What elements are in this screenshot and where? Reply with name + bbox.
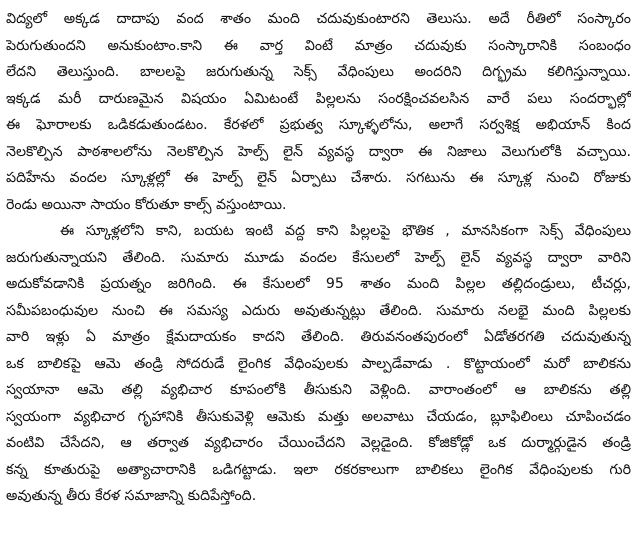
text-line: విద్యలో అక్కడ దాదాపు వంద శాతం మంది చదువుకుంటారని తెలుసు. అదే రీతిలో సంస్కారం bbox=[6, 11, 631, 27]
text-line: కన్న కూతురుపై అత్యాచారానికి ఒడిగట్టాడు. ఇలా రకరకాలుగా బాలికలు లైంగిక వేధింపులకు గురి bbox=[6, 461, 631, 478]
text-line: సమీపబంధువుల నుంచి ఈ సమస్య ఎదురు అవుతున్నట్లు తేలింది. సుమారు నలభై మంది పిల్లలకు bbox=[6, 302, 631, 319]
text-line: ఇక్కడ మరీ దారుణమైన విషయం ఏమిటంటే పిల్లలను సంరక్షించవలసిన వారే పలు సందర్భాల్లో bbox=[6, 90, 631, 107]
text-line: వంటివి చేసేదని, ఆ తర్వాత వ్యభిచారం చేయించేదని వెల్లడైంది. కోజికోడ్లో ఒక దుర్మార్గుడైన తండ్రి bbox=[6, 435, 631, 451]
text-line: ఈ స్కూళ్లలోని కాని, బయట ఇంటి వద్ద కాని పిల్లలపై భౌతిక , మానసికంగా సెక్స్ వేధింపులు bbox=[60, 223, 631, 239]
text-line: జరుగుతున్నాయని తేలింది. సుమారు మూడు వందల కేసులలో హెల్ప్ లైన్ వ్యవస్థ ద్వారా వారిని bbox=[6, 249, 631, 266]
text-line: లేదని తెలుస్తుంది. బాలలపై జరుగుతున్న సెక్స్ వేధింపులు అందరిని దిగ్భ్రమ కలిగిస్తున్నాయి. bbox=[6, 64, 631, 80]
text-line: పదిహేను వందల స్కూళ్లల్లో ఈ హెల్ప్ లైన్ ఏర్పాటు చేశారు. సగటును ఈ స్కూళ్ల నుంచి రోజుకు bbox=[6, 170, 631, 186]
text-line: అదుకోవడానికి ప్రయత్నం జరిగింది. ఈ కేసులలో 95 శాతం మంది పిల్లల తల్లిదండ్రులు, టీచర్లు, bbox=[6, 276, 631, 292]
text-line: నెలకొల్పిన పాఠశాలలోను నెలకొల్పిన హెల్ప్ లైన్ వ్యవస్థ ద్వారా ఈ నిజాలు వెలుగులోకి వచ్చాయి. bbox=[6, 143, 631, 160]
text-line: ఒక బాలికపై ఆమె తండ్రి సోదరుడే లైంగిక వేధింపులకు పాల్పడేవాడు . కొట్టాయంలో మరో బాలికను bbox=[6, 355, 631, 372]
text-line: పెరుగుతుందని అనుకుంటాం.కాని ఈ వార్త వింటే మాత్రం చదువుకు సంస్కారానికి సంబంధం bbox=[6, 37, 631, 54]
text-line: వారి ఇళ్లు ఏ మాత్రం క్షేమదాయకం కాదని తేలింది. తిరువనంతపురంలో ఏడోతరగతి చదువుతున్న bbox=[6, 329, 631, 345]
paragraph-2 bbox=[6, 218, 631, 510]
text-line: అవుతున్న తీరు కేరళ సమాజాన్ని కుదిపేస్తోంది. bbox=[6, 488, 257, 504]
text-line: స్వయంగా వ్యభిచార గృహానికి తీసుకువెళ్లి ఆమెకు మత్తు అలవాటు చేయడం, బ్లూఫిలింలు చూపించడం bbox=[6, 408, 631, 425]
text-line: ఈ ఘోరాలకు ఒడికడుతుండటం. కేరళలో ప్రభుత్వ స్కూళ్ళలోను, అలాగే సర్వశిక్ష అభియాన్ కింద bbox=[6, 117, 631, 133]
text-line: స్వయానా ఆమె తల్లి వ్యభిచార కూపంలోకి తీసుకుని వెళ్లింది. వారాంతంలో ఆ బాలికను తల్లి bbox=[6, 382, 631, 398]
paragraph-1 bbox=[6, 6, 631, 218]
text-line: రెండు అయినా సాయం కోరుతూ కాల్స్ వస్తుంటాయి. bbox=[6, 196, 287, 213]
